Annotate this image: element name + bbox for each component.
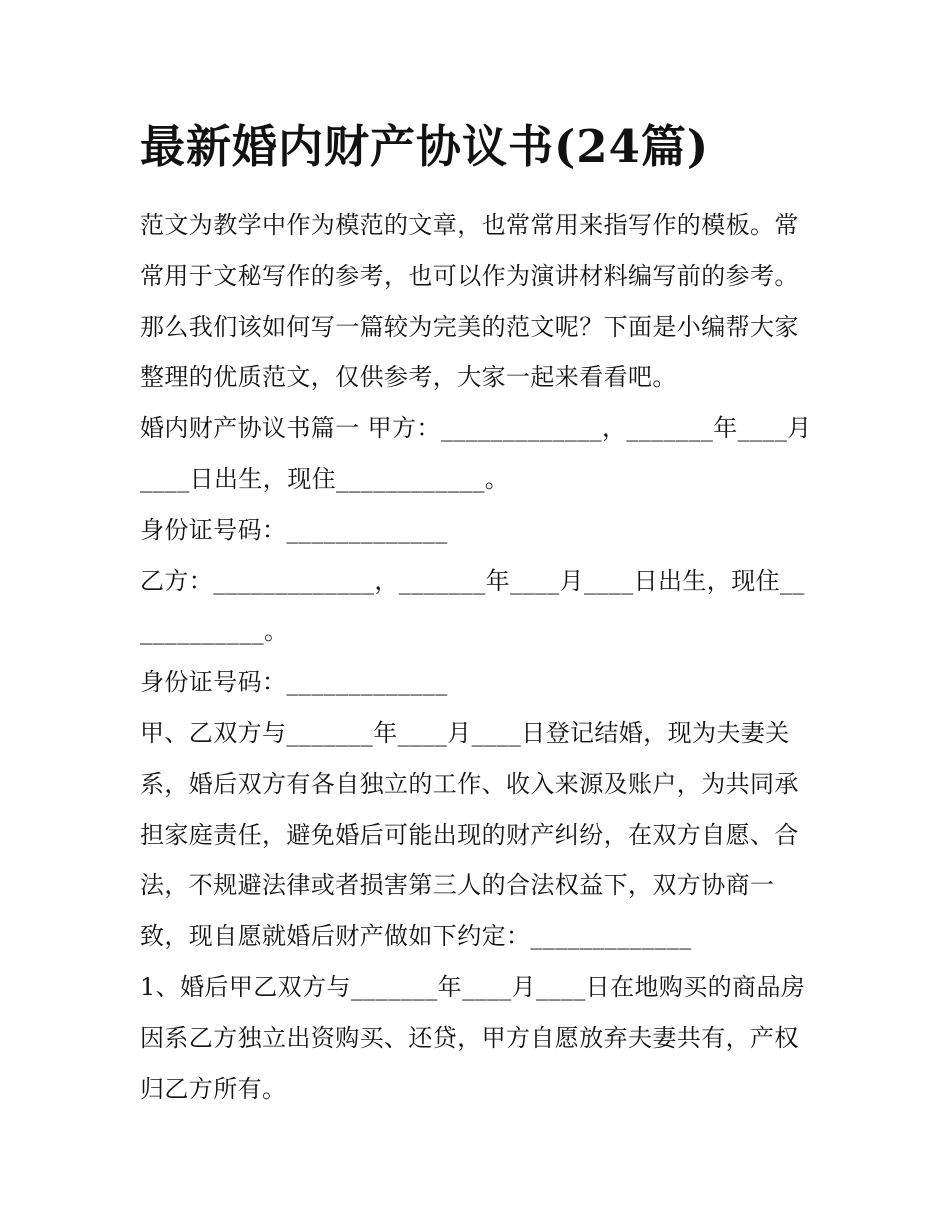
party-b-paragraph: 乙方：_____________，_______年____月____日出生，现住____________。	[140, 566, 805, 646]
party-a-paragraph: 婚内财产协议书篇一 甲方：_____________，_______年____月____日出生，现住____________。	[140, 414, 812, 493]
intro-paragraph: 范文为教学中作为模范的文章，也常常用来指写作的模板。常常用于文秘写作的参考，也可以作为演讲材料编写前的参考。那么我们该如何写一篇较为完美的范文呢？下面是小编帮大家整理的优质范文，仅供参考，大家一起来看看吧。	[140, 211, 799, 392]
clause-1-paragraph: 1、婚后甲乙双方与_______年____月____日在地购买的商品房因系乙方独立出资购买、还贷，甲方自愿放弃夫妻共有，产权归乙方所有。	[140, 972, 806, 1103]
party-a-id-number: 身份证号码：_____________	[140, 515, 448, 544]
document-body	[140, 112, 812, 1114]
party-b-id-number: 身份证号码：_____________	[140, 668, 448, 697]
document-title: 最新婚内财产协议书(24篇)	[140, 120, 710, 173]
marriage-statement-paragraph: 甲、乙双方与_______年____月____日登记结婚，现为夫妻关系，婚后双方有各自独立的工作、收入来源及账户，为共同承担家庭责任，避免婚后可能出现的财产纠纷，在双方自愿、合法，不规避法律或者损害第三人的合法权益下，双方协商一致，现自愿就婚后财产做如下约定：_____________	[140, 718, 799, 951]
